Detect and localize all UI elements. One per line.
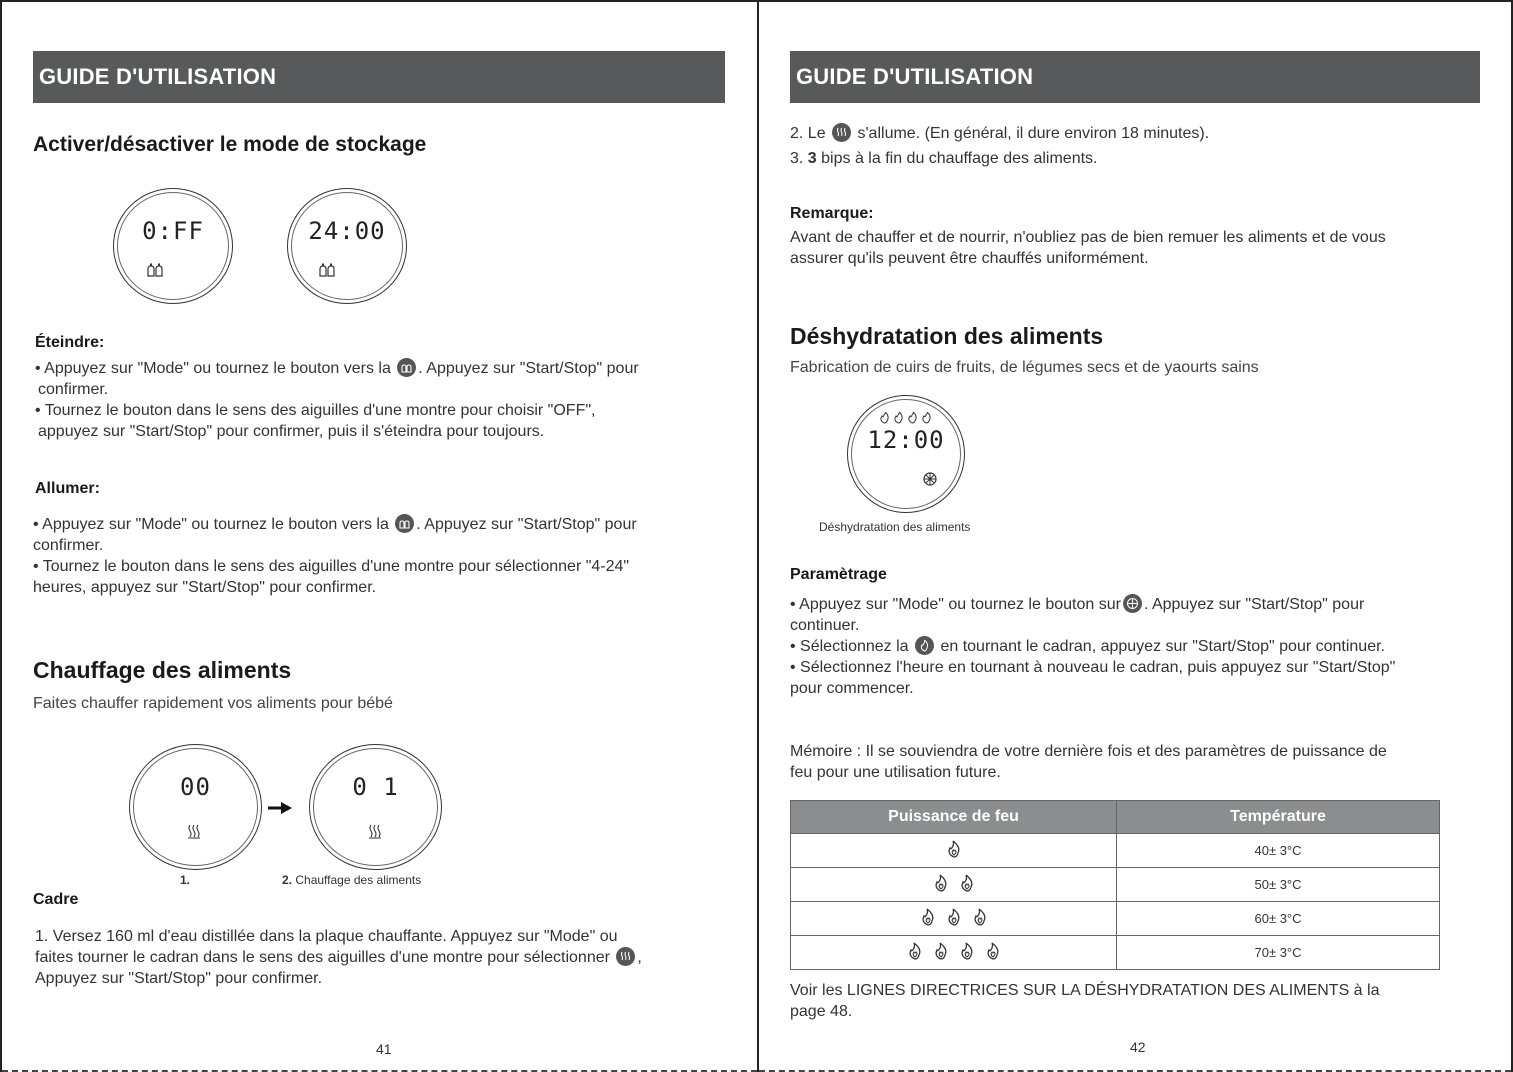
storage-mode-icon: [395, 514, 414, 533]
param-line1: • Appuyez sur "Mode" ou tournez le bouton sur: [790, 596, 1121, 613]
baby-bottles-icon: [318, 263, 336, 277]
step3-bold: 3: [807, 150, 817, 167]
step3-num: 3.: [790, 150, 804, 167]
flame-icon: [933, 942, 949, 963]
remark-line2: assurer qu'ils peuvent être chauffés uniformément.: [790, 250, 1149, 267]
heating-heading: Chauffage des aliments: [33, 657, 292, 683]
on-heading: Allumer:: [35, 480, 100, 497]
dial-off: [113, 188, 233, 304]
flame-icon: [946, 840, 962, 861]
memory-note: [790, 741, 1490, 783]
power-level-cell: [791, 902, 1117, 936]
cadre-line2: faites tourner le cadran dans le sens des aiguilles d'une montre pour sélectionner: [35, 949, 610, 966]
col-temperature-header: Température: [1117, 801, 1440, 834]
flame-icon: [920, 908, 936, 929]
power-temperature-table: [790, 800, 1440, 970]
dial-24: [287, 188, 407, 304]
heating-icon: [368, 823, 382, 839]
heating-mode-icon: [832, 123, 851, 142]
power-level-cell: [791, 868, 1117, 902]
step2-caption: [282, 873, 421, 887]
memory-line2: feu pour une utilisation future.: [790, 764, 1001, 781]
off-instructions: [35, 358, 735, 442]
cadre-line3: Appuyez sur "Start/Stop" pour confirmer.: [35, 970, 323, 987]
dehydration-caption: Déshydratation des aliments: [819, 520, 971, 534]
remark-heading: Remarque:: [790, 205, 874, 222]
remark-line1: Avant de chauffer et de nourrir, n'oubliez pas de bien remuer les aliments et de vous: [790, 229, 1386, 246]
baby-bottles-icon: [146, 263, 164, 277]
see-guidelines: [790, 980, 1490, 1022]
settings-heading: Paramètrage: [790, 566, 887, 583]
remark-text: [790, 227, 1490, 269]
dehydration-lead: Fabrication de cuirs de fruits, de légumes secs et de yaourts sains: [790, 359, 1259, 376]
flame-icon: [915, 636, 934, 655]
storage-mode-heading: Activer/désactiver le mode de stockage: [33, 133, 427, 156]
see-line2: page 48.: [790, 1003, 853, 1020]
off-line1: • Appuyez sur "Mode" ou tournez le bouton vers la: [35, 360, 391, 377]
flame-icon: [959, 942, 975, 963]
storage-mode-icon: [397, 358, 416, 377]
temperature-cell: 40± 3°C: [1117, 834, 1440, 868]
flame-icon: [946, 908, 962, 929]
temperature-cell: 50± 3°C: [1117, 868, 1440, 902]
step1-label: 1.: [180, 873, 191, 887]
settings-instructions: [790, 594, 1510, 699]
flame-icon: [959, 874, 975, 895]
dehydrate-fan-icon: [923, 472, 937, 486]
table-row: [791, 936, 1440, 970]
param-line2: continuer.: [790, 617, 860, 634]
memory-line1: Mémoire : Il se souviendra de votre dernière fois et des paramètres de puissance de: [790, 743, 1387, 760]
dial-00: [129, 744, 262, 870]
on-line1b: . Appuyez sur "Start/Stop" pour: [416, 516, 637, 533]
param-line1b: . Appuyez sur "Start/Stop" pour: [1143, 596, 1365, 613]
flame-levels-icon: [878, 412, 934, 424]
off-line3: • Tournez le bouton dans le sens des aiguilles d'une montre pour choisir "OFF",: [35, 402, 596, 419]
cadre-line1: 1. Versez 160 ml d'eau distillée dans la plaque chauffante. Appuyez sur "Mode" ou: [35, 928, 618, 945]
temperature-cell: 60± 3°C: [1117, 902, 1440, 936]
off-line1b: . Appuyez sur "Start/Stop" pour: [418, 360, 639, 377]
power-level-cell: [791, 834, 1117, 868]
param-line5: pour commencer.: [790, 680, 914, 697]
step2-text: s'allume. (En général, il dure environ 18 minutes).: [857, 125, 1210, 142]
see-line1: Voir les LIGNES DIRECTRICES SUR LA DÉSHYDRATATION DES ALIMENTS à la: [790, 982, 1380, 999]
on-instructions: [33, 514, 733, 598]
right-page: [757, 0, 1513, 1072]
step2-prefix: 2. Le: [790, 125, 826, 142]
power-level-cell: [791, 936, 1117, 970]
heating-icon: [187, 823, 201, 839]
dial-24-display: 24:00: [308, 217, 386, 245]
step3-text: bips à la fin du chauffage des aliments.: [821, 150, 1098, 167]
dial-off-display: 0:FF: [142, 217, 204, 245]
on-line3: • Tournez le bouton dans le sens des aiguilles d'une montre pour sélectionner "4-24": [33, 558, 630, 575]
flame-icon: [972, 908, 988, 929]
table-row: [791, 834, 1440, 868]
arrow-right-icon: [267, 800, 293, 816]
dial-00-display: 00: [180, 773, 211, 801]
off-heading: Éteindre:: [35, 334, 105, 351]
table-row: [791, 902, 1440, 936]
heating-mode-icon: [616, 947, 635, 966]
flame-icon: [933, 874, 949, 895]
param-line4: • Sélectionnez l'heure en tournant à nouveau le cadran, puis appuyez sur "Start/Stop": [790, 659, 1396, 676]
off-line2: confirmer.: [38, 381, 109, 398]
on-line4: heures, appuyez sur "Start/Stop" pour confirmer.: [33, 579, 377, 596]
cadre-line2b: ,: [637, 949, 642, 966]
temperature-cell: 70± 3°C: [1117, 936, 1440, 970]
page-number-right: 42: [1130, 1039, 1146, 1055]
dial-1200: [847, 395, 965, 513]
table-header-row: [791, 801, 1440, 834]
right-guide-header: GUIDE D'UTILISATION: [790, 51, 1480, 103]
dehydration-heading: Déshydratation des aliments: [790, 323, 1104, 349]
page-number-left: 41: [376, 1041, 392, 1057]
on-line1: • Appuyez sur "Mode" ou tournez le bouton vers la: [33, 516, 389, 533]
dial-01: [309, 744, 442, 870]
flame-icon: [985, 942, 1001, 963]
heating-lead: Faites chauffer rapidement vos aliments pour bébé: [33, 695, 393, 712]
cadre-heading: Cadre: [33, 891, 79, 908]
dial-01-display: 0 1: [352, 773, 399, 801]
dial-1200-display: 12:00: [867, 426, 945, 454]
table-row: [791, 868, 1440, 902]
off-line4: appuyez sur "Start/Stop" pour confirmer, puis il s'éteindra pour toujours.: [38, 423, 545, 440]
step2-num: 2.: [282, 873, 293, 887]
cadre-instructions: [35, 926, 735, 989]
step2-text: Chauffage des aliments: [295, 873, 422, 887]
heating-steps: [790, 121, 1490, 171]
left-guide-header: GUIDE D'UTILISATION: [33, 51, 725, 103]
param-line3a: • Sélectionnez la: [790, 638, 909, 655]
col-power-header: Puissance de feu: [791, 801, 1117, 834]
on-line2: confirmer.: [33, 537, 104, 554]
dehydrate-mode-icon: [1123, 594, 1142, 613]
flame-icon: [907, 942, 923, 963]
param-line3b: en tournant le cadran, appuyez sur "Start/Stop" pour continuer.: [940, 638, 1385, 655]
